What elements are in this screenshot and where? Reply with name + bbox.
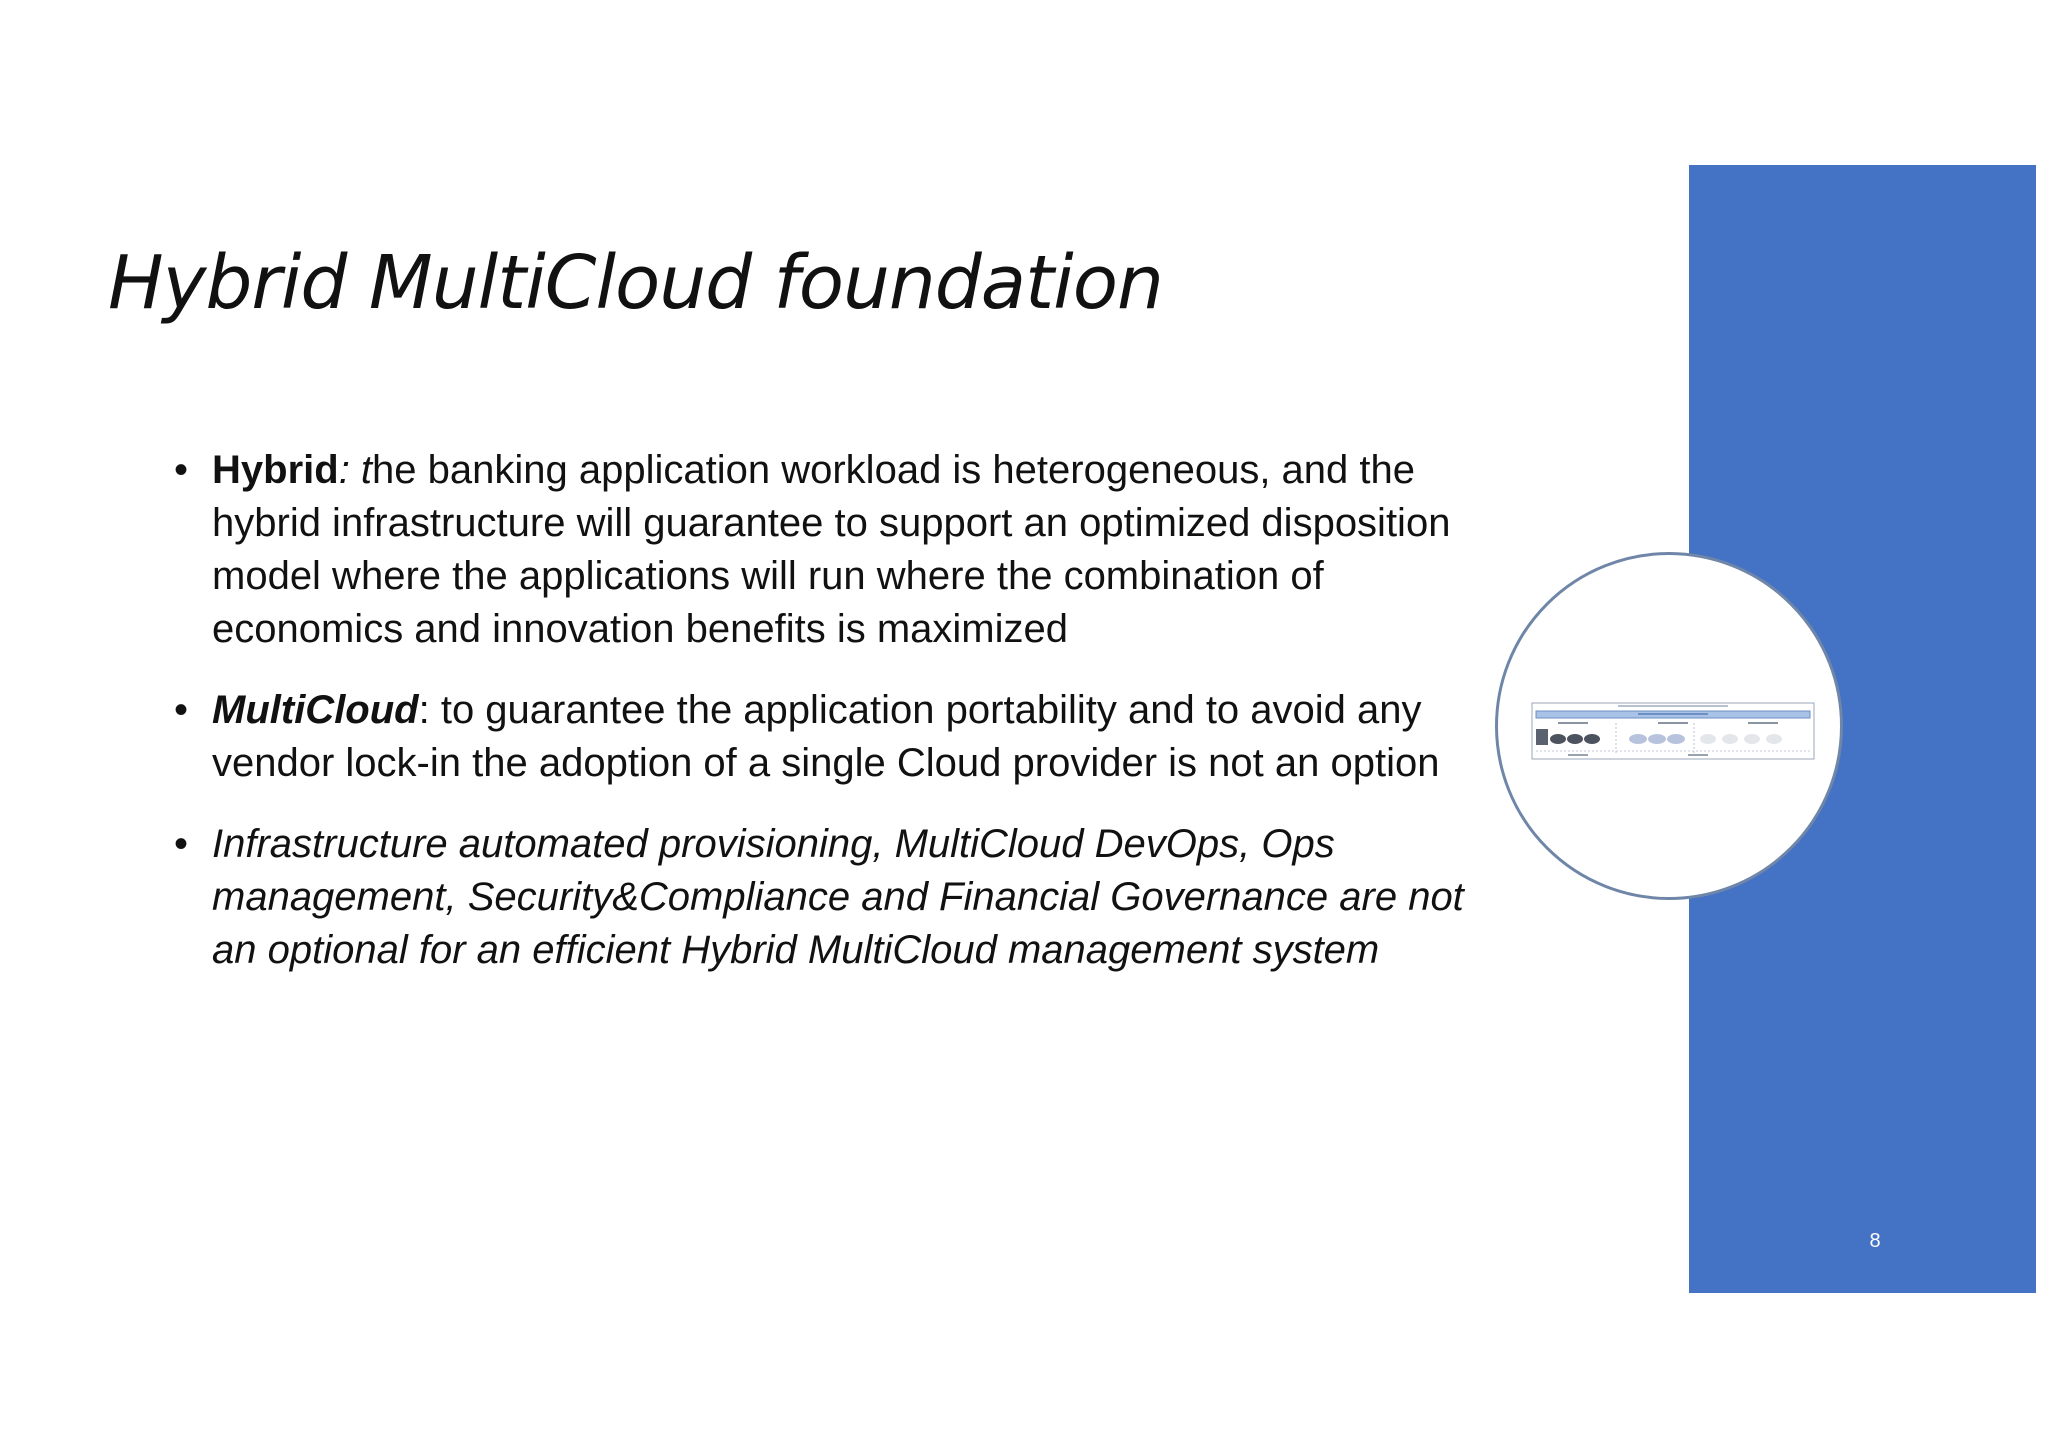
- architecture-diagram-thumbnail: [1495, 552, 1843, 900]
- bullet-term: Hybrid: [212, 448, 339, 492]
- bullet-item-infrastructure: [174, 818, 1474, 977]
- bullet-term: MultiCloud: [212, 688, 419, 732]
- bullet-item-multicloud: [174, 684, 1474, 790]
- bullet-dot-icon: •: [174, 688, 189, 732]
- bullet-item-hybrid: [174, 444, 1474, 656]
- bullet-list: [174, 444, 1474, 1005]
- bullet-dot-icon: •: [174, 822, 189, 866]
- slide-title: Hybrid MultiCloud foundation: [108, 240, 1163, 326]
- bullet-text: Infrastructure automated provisioning, MultiCloud DevOps, Ops management, Security&Compliance and Financial Governance are not an optional for an efficient Hybrid MultiCloud management system: [212, 822, 1464, 972]
- bullet-text: he banking application workload is heterogeneous, and the hybrid infrastructure will guarantee to support an optimized disposition model where the applications will run where the combination of economics and innovation benefits is maximized: [212, 448, 1451, 651]
- bullet-text: : to guarantee the application portability and to avoid any vendor lock-in the adoption of a single Cloud provider is not an option: [212, 688, 1440, 785]
- page-number: 8: [1869, 1230, 1881, 1252]
- bullet-separator: : t: [338, 448, 373, 492]
- bullet-dot-icon: •: [174, 448, 189, 492]
- diagram-thumbnail-icon: [1498, 555, 1840, 897]
